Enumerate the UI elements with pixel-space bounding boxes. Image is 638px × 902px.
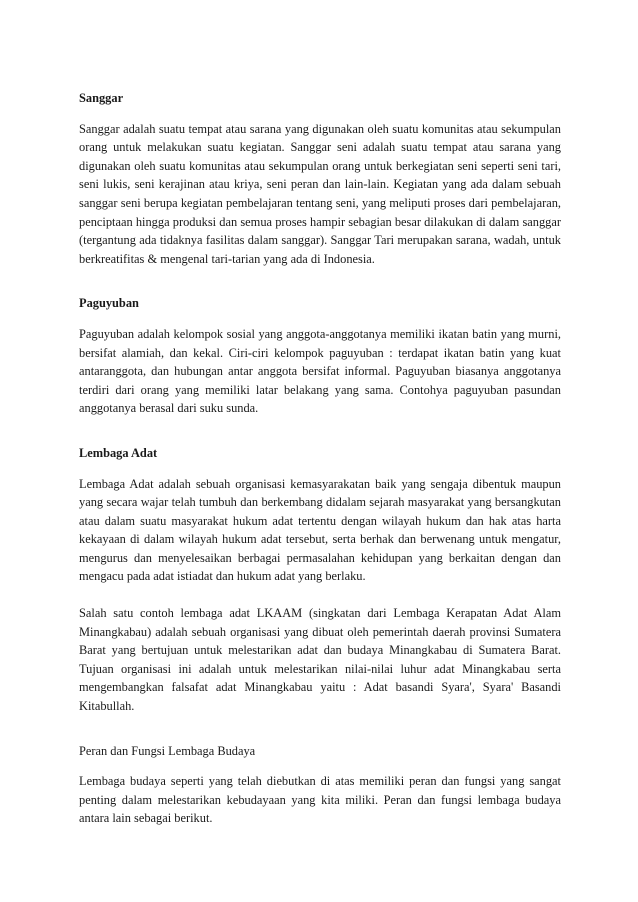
document-page: [79, 89, 561, 828]
section-heading: Lembaga Adat: [79, 445, 158, 460]
section-sanggar: [79, 89, 561, 268]
section-paragraph: Paguyuban adalah kelompok sosial yang anggota-anggotanya memiliki ikatan batin yang murni, bersifat alamiah, dan kekal. Ciri-ciri kelompok paguyuban : terdapat ikatan batin yang kuat antaranggota, dan hubungan antar anggota bersifat informal. Paguyuban biasanya anggotanya terdiri dari orang yang memiliki latar belakang yang sama. Contohya paguyuban pasundan anggotanya berasal dari suku sunda.: [79, 326, 561, 416]
section-heading: Sanggar: [79, 91, 124, 105]
section-paragraph: Salah satu contoh lembaga adat LKAAM (singkatan dari Lembaga Kerapatan Adat Alam Minangkabau) adalah sebuah organisasi yang dibuat oleh pemerintah daerah provinsi Sumatera Barat yang bertujuan untuk melestarikan adat dan budaya Minangkabau di Sumatera Barat. Tujuan organisasi ini adalah untuk melestarikan nilai-nilai luhur adat Minangkabau serta mengembangkan falsafat adat Minangkabau yaitu : Adat basandi Syara', Syara' Basandi Kitabullah.: [79, 606, 561, 714]
section-peran-fungsi: [79, 742, 561, 828]
section-paragraph: Lembaga Adat adalah sebuah organisasi kemasyarakatan baik yang sengaja dibentuk maupun yang secara wajar telah tumbuh dan berkembang didalam sejarah masyarakat yang bersangkutan atau dalam suatu masyarakat hukum adat tertentu dengan wilayah hukum dan hak atas harta kekayaan di dalam wilayah hukum adat tersebut, serta berhak dan berwenang untuk mengatur, mengurus dan menyelesaikan berbagai permasalahan kehidupan yang berkaitan dengan dan mengacu pada adat istiadat dan hukum adat yang berlaku.: [79, 476, 561, 584]
section-heading: Paguyuban: [79, 296, 139, 311]
section-paragraph: Sanggar adalah suatu tempat atau sarana yang digunakan oleh suatu komunitas atau sekumpulan orang untuk melakukan suatu kegiatan. Sanggar seni adalah suatu tempat atau sarana yang digunakan oleh suatu komunitas atau sekumpulan orang untuk berkegiatan seni seperti seni tari, seni lukis, seni kerajinan atau kriya, seni peran dan lain-lain. Kegiatan yang ada dalam sebuah sanggar seni berupa kegiatan pembelajaran tentang seni, yang meliputi proses dari pembelajaran, penciptaan hingga produksi dan semua proses hampir sebagian besar dilakukan di dalam sanggar (tergantung ada tidaknya fasilitas dalam sanggar). Sanggar Tari merupakan sarana, wadah, untuk berkreatifitas & mengenal tari-tarian yang ada di Indonesia.: [79, 121, 561, 266]
section-heading: Peran dan Fungsi Lembaga Budaya: [79, 743, 256, 758]
section-paragraph: Lembaga budaya seperti yang telah diebutkan di atas memiliki peran dan fungsi yang sangat penting dalam melestarikan kebudayaan yang kita miliki. Peran dan fungsi lembaga budaya antara lain sebagai berikut.: [79, 774, 561, 826]
section-lembaga-adat: [79, 444, 561, 716]
section-paguyuban: [79, 294, 561, 418]
